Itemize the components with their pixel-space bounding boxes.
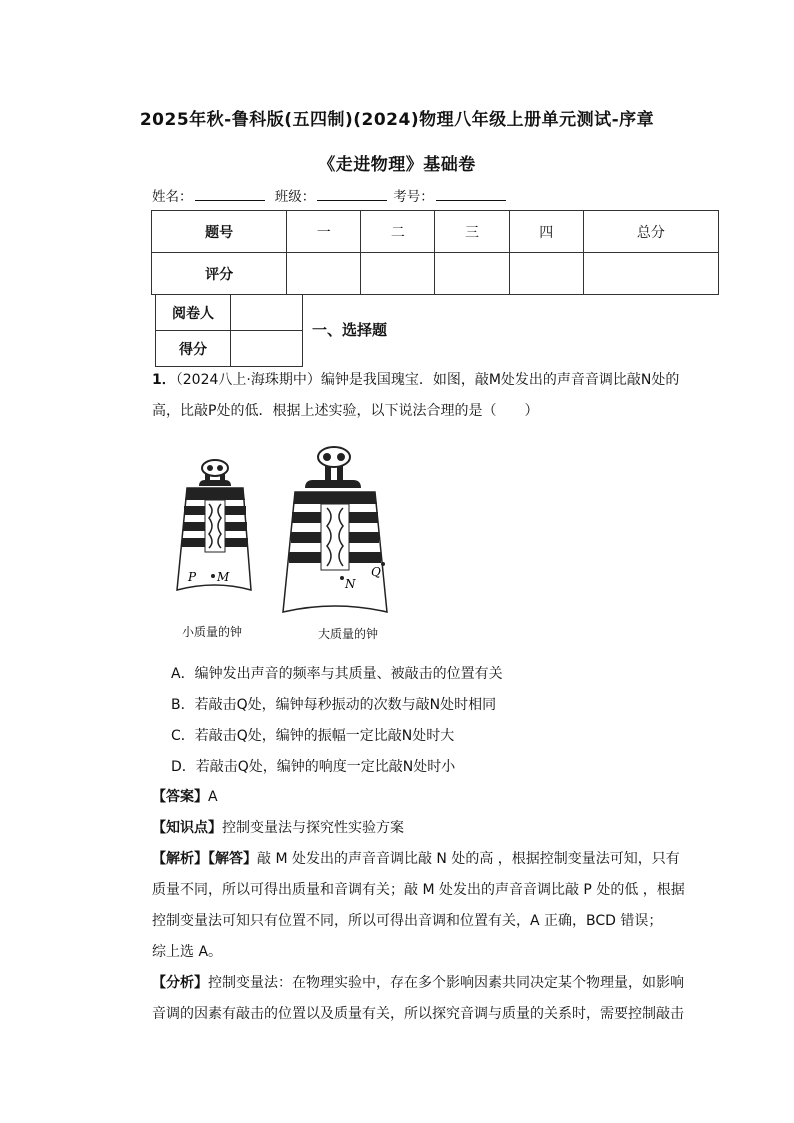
- header-cell: 四: [509, 211, 583, 253]
- answer: [152, 782, 722, 813]
- grade-cell[interactable]: [231, 331, 303, 367]
- exam-no-blank[interactable]: [436, 186, 506, 201]
- fenxi: [152, 968, 722, 1030]
- knowledge-value: 控制变量法与探究性实验方案: [222, 820, 404, 836]
- page-title: 2025年秋-鲁科版(五四制)(2024)物理八年级上册单元测试-序章: [139, 110, 655, 130]
- option-a[interactable]: A．编钟发出声音的频率与其质量、被敲击的位置有关: [171, 666, 503, 682]
- option-c[interactable]: C．若敲击Q处，编钟的振幅一定比敲N处时大: [171, 728, 455, 744]
- class-blank[interactable]: [317, 186, 387, 201]
- question-source: （2024八上·海珠期中）: [175, 372, 321, 388]
- score-cell[interactable]: [509, 253, 583, 295]
- label-m: M: [217, 570, 230, 584]
- grade-label: 得分: [156, 331, 231, 367]
- question-text-2: 高，比敲P处的低．根据上述实验，以下说法合理的是（ ）: [152, 403, 539, 419]
- analysis-line-4: 综上选 A。: [152, 944, 223, 960]
- grader-table: [155, 294, 303, 367]
- reviewer-label: 阅卷人: [156, 295, 231, 331]
- header-cell: 总分: [583, 211, 718, 253]
- analysis-line-1: 敲 M 处发出的声音音调比敲 N 处的高 ，根据控制变量法可知，只有: [257, 851, 680, 867]
- answer-tag: 【答案】: [152, 789, 208, 805]
- score-cell[interactable]: [435, 253, 509, 295]
- score-table: [151, 210, 719, 295]
- small-bell-caption: 小质量的钟: [182, 625, 243, 639]
- score-cell[interactable]: [287, 253, 361, 295]
- label-q: Q: [371, 565, 381, 579]
- analysis: [152, 844, 722, 968]
- knowledge-point: [152, 813, 722, 844]
- knowledge-tag: 【知识点】: [152, 820, 222, 836]
- label-p: P: [188, 570, 197, 584]
- analysis-line-3: 控制变量法可知只有位置不同，所以可得出音调和位置有关，A 正确，BCD 错误；: [152, 913, 663, 929]
- reviewer-cell[interactable]: [231, 295, 303, 331]
- page-subtitle: 《走进物理》基础卷: [318, 155, 476, 175]
- label-n: N: [345, 577, 356, 591]
- small-bell: [177, 460, 251, 590]
- question-text-1: 编钟是我国瑰宝．如图，敲M处发出的声音音调比敲N处的: [320, 372, 680, 388]
- exam-no-label: 考号：: [393, 189, 434, 205]
- bells-figure: [165, 440, 405, 650]
- header-cell: 一: [287, 211, 361, 253]
- section-title: 一、选择题: [312, 321, 388, 339]
- name-blank[interactable]: [195, 186, 265, 201]
- score-table-row: [152, 253, 719, 295]
- analysis-line-2: 质量不同，所以可得出质量和音调有关；敲 M 处发出的声音音调比敲 P 处的低 ，根据: [152, 882, 685, 898]
- option-d[interactable]: D．若敲击Q处，编钟的响度一定比敲N处时小: [171, 759, 456, 775]
- analysis-tag: 【解析】【解答】: [152, 851, 257, 867]
- fenxi-line-1: 控制变量法：在物理实验中，存在多个影响因素共同决定某个物理量，如影响: [208, 975, 684, 991]
- name-label: 姓名：: [152, 189, 193, 205]
- large-bell: [283, 447, 387, 612]
- large-bell-caption: 大质量的钟: [318, 627, 379, 641]
- header-cell: 题号: [152, 211, 287, 253]
- fenxi-tag: 【分析】: [152, 975, 208, 991]
- score-cell[interactable]: [583, 253, 718, 295]
- class-label: 班级：: [274, 189, 316, 205]
- question-number: 1．: [152, 372, 176, 388]
- fenxi-line-2: 音调的因素有敲击的位置以及质量有关，所以探究音调与质量的关系时，需要控制敲击: [152, 1006, 684, 1022]
- option-b[interactable]: B．若敲击Q处，编钟每秒振动的次数与敲N处时相同: [171, 697, 497, 713]
- score-cell[interactable]: [361, 253, 435, 295]
- student-info: [152, 185, 512, 205]
- header-cell: 三: [435, 211, 509, 253]
- score-table-header: [152, 211, 719, 253]
- answer-value: A: [208, 789, 218, 805]
- header-cell: 二: [361, 211, 435, 253]
- row-label: 评分: [152, 253, 287, 295]
- question-1: [152, 365, 722, 427]
